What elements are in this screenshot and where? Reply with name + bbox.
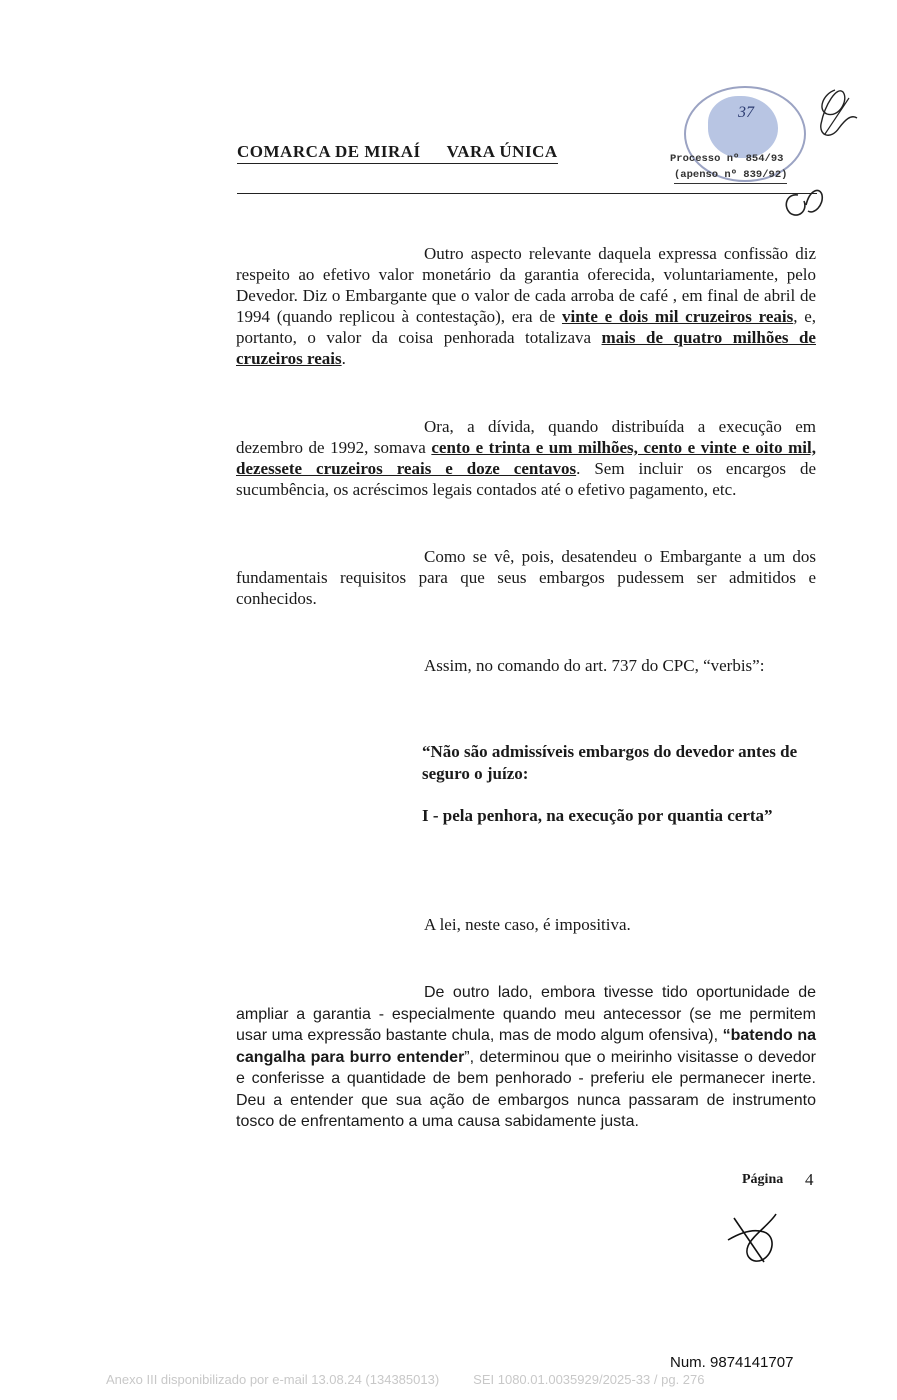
p1-text-2: , e, portanto, o valor da coisa penhorada totalizava <box>236 307 817 347</box>
p4-text: Assim, no comando do art. 737 do CPC, “verbis”: <box>424 656 765 675</box>
p2-underlined-1: cento e trinta e um milhões, cento e vinte e oito mil, dezessete cruzeiros reais e doze centavos <box>236 438 817 478</box>
p5-text: A lei, neste caso, é impositiva. <box>424 915 631 934</box>
page-label: Página <box>742 1172 784 1187</box>
document-number: Num. 9874141707 <box>670 1354 794 1371</box>
page-number: 4 <box>805 1170 814 1189</box>
vara-label: VARA ÚNICA <box>446 142 558 161</box>
paragraph-3 <box>236 546 816 609</box>
processo-label: Processo nº 854/93 <box>670 153 784 165</box>
legal-quote-1: “Não são admissíveis embargos do devedor antes de seguro o juízo: <box>422 742 798 783</box>
apenso-label: (apenso nº 839/92) <box>674 168 787 184</box>
footer-line <box>106 1372 704 1387</box>
signature-mark-icon <box>805 84 865 154</box>
p1-underlined-1: vinte e dois mil cruzeiros reais <box>561 307 794 326</box>
legal-quote-2: I - pela penhora, na execução por quantia certa” <box>422 806 773 825</box>
signature-bottom-icon <box>724 1210 784 1270</box>
paragraph-6 <box>236 982 816 1133</box>
p6-text-1: De outro lado, embora tivesse tido oportunidade de ampliar a garantia - especialmente quando meu antecessor (se me permitem usar uma expressão bastante chula, mas de modo algum ofensiva), <box>236 984 816 1044</box>
p6-text-2: ”, determinou que o meirinho visitasse o devedor e conferisse a quantidade de bem penhorado - preferiu ele permanecer inerte. Deu a entender que sua ação de embargos nunca passaram de instrumento tosco de enfrentamento a uma causa sabidamente justa. <box>236 1048 816 1130</box>
p1-text-1: Outro aspecto relevante daquela expressa confissão diz respeito ao efetivo valor monetário da garantia oferecida, voluntariamente, pelo Devedor. Diz o Embargante que o valor de cada arroba de café , em final de abril de 1994 (quando replicou à contestação), era de <box>236 244 816 326</box>
footer-anexo: Anexo III disponibilizado por e-mail 13.08.24 (134385013) <box>106 1372 440 1387</box>
paragraph-5 <box>236 914 816 935</box>
p6-bold-1: “batendo na cangalha para burro entender <box>236 1027 816 1066</box>
p1-underlined-2: mais de quatro milhões de cruzeiros reais <box>236 328 816 368</box>
comarca-label: COMARCA DE MIRAÍ <box>237 142 421 161</box>
p2-text-2: . Sem incluir os encargos de sucumbência, os acréscimos legais contados até o efetivo pagamento, etc. <box>236 459 816 499</box>
stamp-page-number: 37 <box>738 104 754 121</box>
paragraph-1 <box>236 243 816 369</box>
initials-mark-icon <box>770 175 834 225</box>
paragraph-2 <box>236 416 816 500</box>
header-divider <box>237 193 817 194</box>
paragraph-4 <box>236 655 816 676</box>
p1-text-3: . <box>341 349 346 368</box>
footer-sei: SEI 1080.01.0035929/2025-33 / pg. 276 <box>473 1372 705 1387</box>
p2-text-1: Ora, a dívida, quando distribuída a execução em dezembro de 1992, somava <box>236 417 816 457</box>
p3-text: Como se vê, pois, desatendeu o Embargante a um dos fundamentais requisitos para que seus embargos pudessem ser admitidos e conhecidos. <box>236 547 816 608</box>
court-header <box>237 142 558 164</box>
